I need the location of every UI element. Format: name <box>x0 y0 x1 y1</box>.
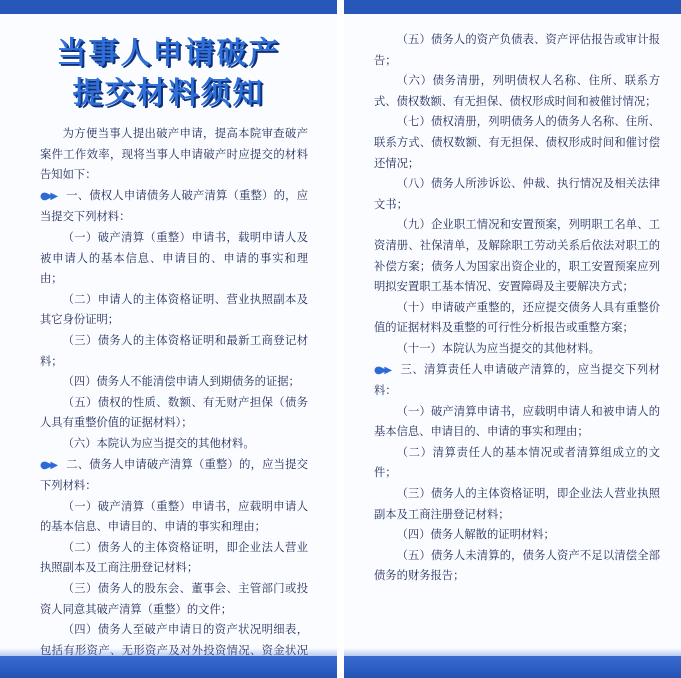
list-item: （三）债务人的股东会、董事会、主管部门或投资人同意其破产清算（重整）的文件； <box>40 582 308 616</box>
left-text-block <box>40 124 308 678</box>
title-line-2: 提交材料须知 <box>72 76 265 111</box>
list-item: （二）清算责任人的基本情况或者清算组成立的文件； <box>374 445 660 480</box>
list-item: （九）企业职工情况和安置预案，列明职工名单、工资清册、社保清单，及解除职工劳动关系后依法对职工的补偿方案；债务人为国家出资企业的，职工安置预案应列明拟安置职工基本情况、安置障碍及主要解决方式； <box>374 218 660 294</box>
list-item: （十一）本院认为应当提交的其他材料。 <box>396 341 600 355</box>
section-1-heading <box>40 186 308 228</box>
list-item: （一）破产清算申请书，应载明申请人和被申请人的基本信息、申请目的、申请的事实和理由； <box>374 404 660 439</box>
left-panel <box>0 0 337 678</box>
right-panel <box>344 0 681 678</box>
list-item: （四）债务人不能清偿申请人到期债务的证据； <box>62 375 300 389</box>
list-item: （七）债权清册，列明债务人的债务人名称、住所、联系方式、债权数额、有无担保、债权形成时间和催讨偿还情况； <box>374 115 660 170</box>
list-item: （五）债务人的资产负债表、资产评估报告或审计报告； <box>374 33 660 67</box>
arrow-icon: ●▶▶ <box>374 364 390 376</box>
list-item: （八）债务人所涉诉讼、仲裁、执行情况及相关法律文书； <box>374 177 660 211</box>
list-item: （六）本院认为应当提交的其他材料。 <box>62 436 255 450</box>
list-item: （二）债务人的主体资格证明，即企业法人营业执照副本及工商注册登记材料； <box>40 540 308 575</box>
list-item: （一）破产清算（重整）申请书，应载明申请人的基本信息、申请目的、申请的事实和理由； <box>40 499 308 534</box>
bottom-band <box>0 656 337 678</box>
section-2-heading <box>40 455 308 497</box>
arrow-icon: ●▶▶ <box>40 190 56 202</box>
list-item: （二）申请人的主体资格证明、营业执照副本及其它身份证明； <box>40 292 308 327</box>
intro-paragraph: 为方便当事人提出破产申请，提高本院审查破产案件工作效率，现将当事人申请破产时应提交的材料告知如下： <box>40 127 308 182</box>
list-item: （五）债权的性质、数额、有无财产担保（债务人具有重整价值的证据材料）； <box>40 395 308 430</box>
section-3-heading <box>374 360 660 402</box>
bottom-band <box>344 656 681 678</box>
section-1-text: 一、债权人申请债务人破产清算（重整）的，应当提交下列材料： <box>40 188 308 224</box>
list-item: （四）债务人至破产申请日的资产状况明细表， <box>62 623 308 637</box>
arrow-icon: ●▶▶ <box>40 459 56 471</box>
right-text-block <box>374 30 660 587</box>
list-item: （三）债务人的主体资格证明和最新工商登记材料； <box>40 333 308 368</box>
section-2-text: 二、债务人申请破产清算（重整）的，应当提交下列材料： <box>40 457 308 493</box>
top-band <box>0 0 337 14</box>
title-line-1: 当事人申请破产 <box>56 36 281 71</box>
list-item: （三）债务人的主体资格证明，即企业法人营业执照副本及工商注册登记材料； <box>374 487 660 521</box>
top-band <box>344 0 681 14</box>
section-3-text: 三、清算责任人申请破产清算的，应当提交下列材料： <box>374 362 660 398</box>
list-item: （一）破产清算（重整）申请书，载明申请人及被申请人的基本信息、申请目的、申请的事实和理由； <box>40 230 308 286</box>
list-item: （五）债务人未清算的，债务人资产不足以清偿全部债务的财务报告； <box>374 548 660 583</box>
list-item: （十）申请破产重整的，还应提交债务人具有重整价值的证据材料及重整的可行性分析报告或重整方案； <box>374 300 660 335</box>
list-item: （六）债务清册，列明债权人名称、住所、联系方式、债权数额、有无担保、债权形成时间和被催讨情况； <box>374 74 660 108</box>
list-item: （四）债务人解散的证明材料； <box>396 528 555 542</box>
